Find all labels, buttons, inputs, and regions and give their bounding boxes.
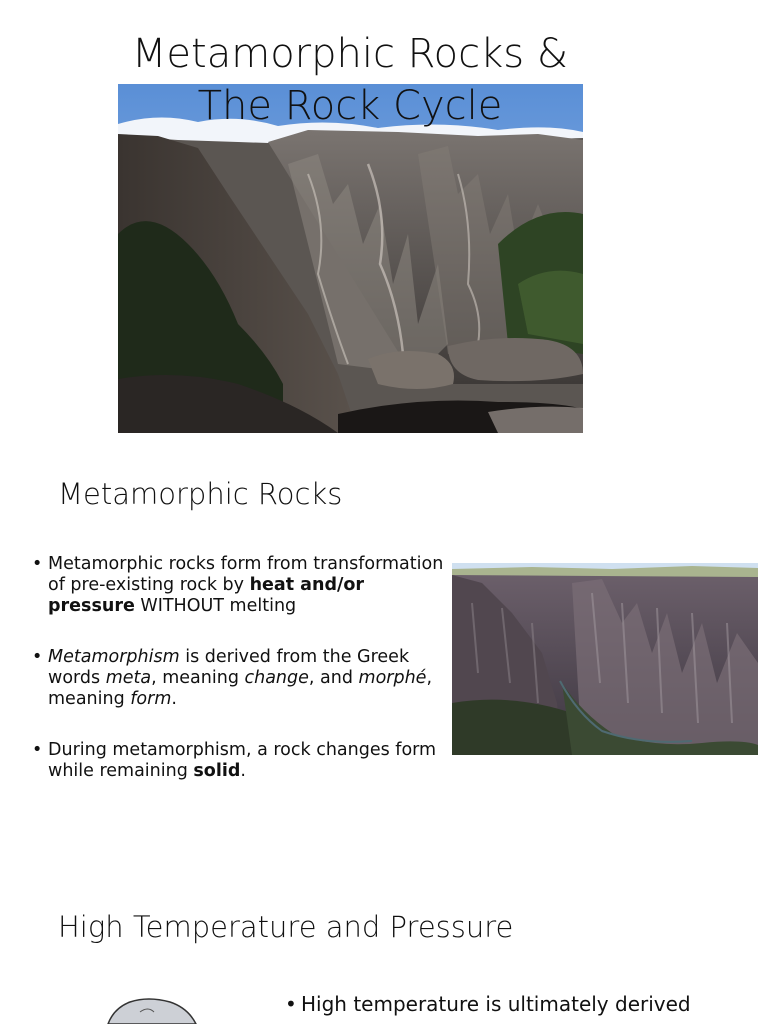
title-line-1: Metamorphic Rocks &	[131, 31, 569, 77]
bullet-text: WITHOUT melting	[134, 596, 297, 616]
metamorphic-rocks-slide	[0, 445, 768, 880]
bullet-text: Metamorphism	[48, 647, 180, 667]
bullet-item	[30, 554, 450, 617]
bullet-text: change	[244, 668, 309, 688]
bullet-text: Metamorphic rocks form from transformation of pre-existing rock by	[48, 554, 444, 595]
bullet-item	[30, 740, 450, 782]
bullet-text: .	[171, 689, 177, 709]
slide-heading: High Temperature and Pressure	[58, 910, 514, 944]
rock-illustration	[100, 998, 210, 1024]
bullet-text: heat and/or pressure	[48, 575, 365, 616]
bullet-text: morphé	[358, 668, 427, 688]
title-line-2: The Rock Cycle	[197, 83, 503, 129]
bullet-text: solid	[193, 761, 241, 781]
bullet-item	[30, 647, 450, 710]
bullet-text: , meaning	[151, 668, 245, 688]
slide-title	[80, 28, 620, 132]
bullet-text: During metamorphism, a rock changes form while remaining	[48, 740, 437, 781]
bullet-text: meta	[105, 668, 152, 688]
high-temperature-pressure-slide	[0, 880, 768, 1024]
bullet-text: , meaning	[48, 668, 433, 709]
canyon-aerial-photo	[452, 563, 758, 755]
bullet-text: , and	[308, 668, 359, 688]
canyon-photo	[118, 84, 583, 433]
bullet-list	[30, 554, 450, 812]
bullet-item: • High temperature is ultimately derived	[283, 992, 753, 1016]
title-slide	[0, 0, 768, 445]
slide-heading: Metamorphic Rocks	[58, 477, 343, 511]
bullet-text: .	[240, 761, 246, 781]
bullet-list	[283, 992, 753, 1024]
bullet-text: form	[130, 689, 172, 709]
bullet-text: is derived from the Greek words	[48, 647, 410, 688]
